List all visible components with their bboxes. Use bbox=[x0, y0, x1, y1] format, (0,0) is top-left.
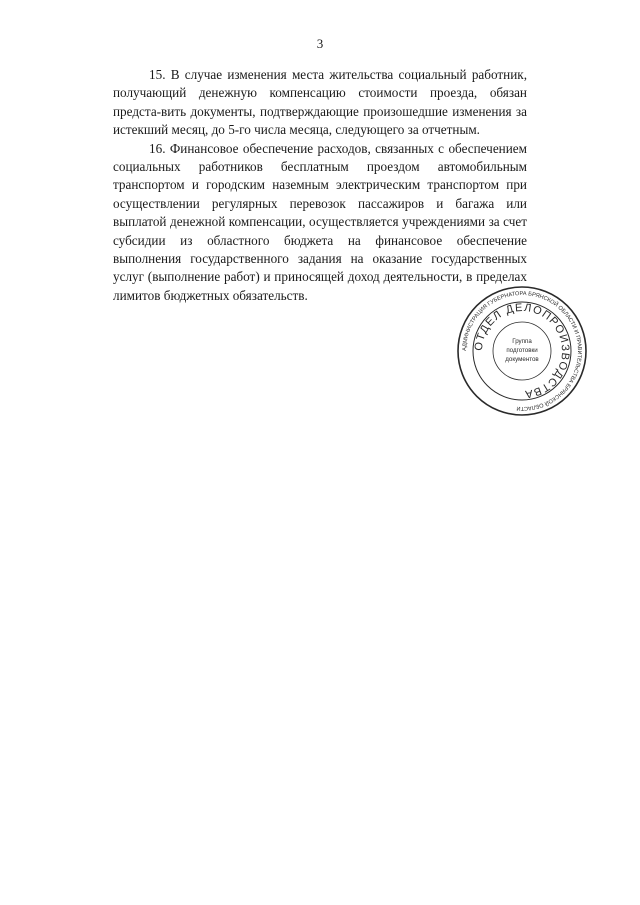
paragraph-15: 15. В случае изменения места жительства социальный работник, получающий денежную компенсацию стоимости проезда, обязан предста-вить документы, подтверждающие произошедшие изменения за истекший месяц, до 5-го числа месяца, следующего за отчетным. bbox=[113, 67, 527, 138]
stamp-inner-ring-text: ОТДЕЛ ДЕЛОПРОИЗВОДСТВА bbox=[472, 301, 572, 401]
stamp-center-line-2: подготовки bbox=[506, 347, 538, 354]
paragraph-16: 16. Финансовое обеспечение расходов, связанных с обеспечением социальных работников бесплатным проездом автомобильным транспортом и городским наземным электрическим транспортом при осуществлении регулярных перевозок пассажиров и багажа или выплатой денежной компенсации, осуществляется учреждениями за счет субсидии из областного бюджета на финансовое обеспечение выполнения государственного задания на оказание государственных услуг (выполнение работ) и приносящей доход деятельности, в пределах лимитов бюджетных обязательств. bbox=[113, 140, 527, 303]
page-number: 3 bbox=[316, 36, 324, 51]
stamp-center-line-1: Группа bbox=[512, 338, 532, 345]
stamp-center-line-3: документов bbox=[505, 356, 539, 363]
document-body bbox=[113, 66, 527, 305]
stamp-outer-ring-text: АДМИНИСТРАЦИЯ ГУБЕРНАТОРА БРЯНСКОЙ ОБЛАСТИ И ПРАВИТЕЛЬСТВА БРЯНСКОЙ ОБЛАСТИ bbox=[461, 290, 583, 412]
department-seal-stamp bbox=[456, 285, 588, 417]
